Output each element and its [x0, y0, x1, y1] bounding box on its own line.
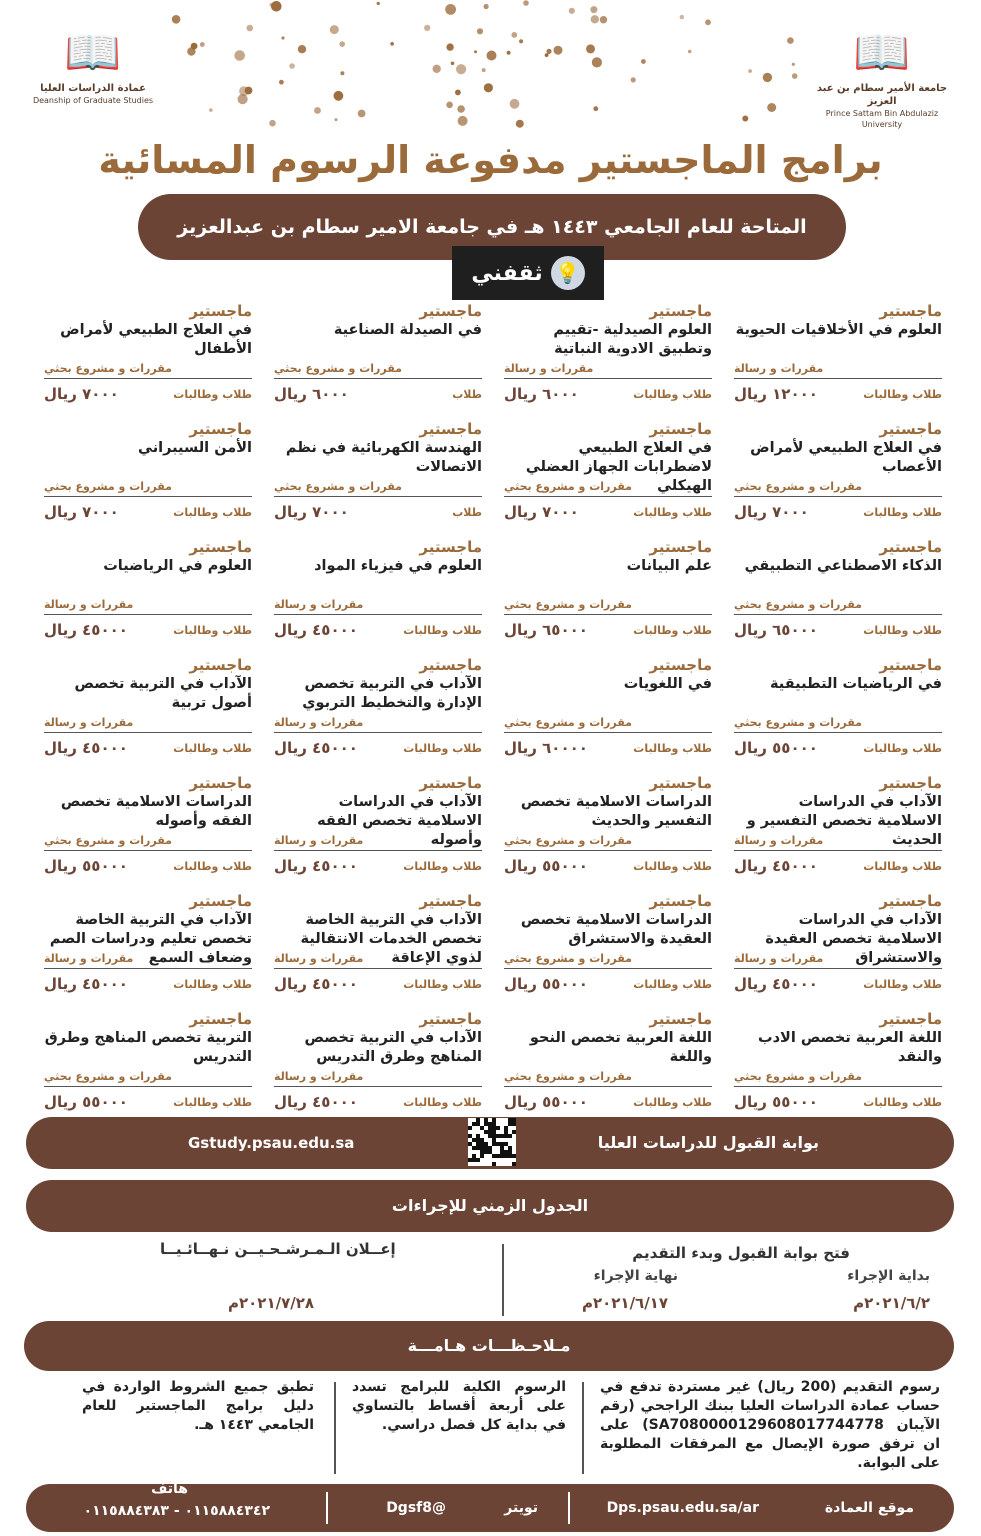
decorative-dot [340, 71, 344, 75]
program-type: مقررات و مشروع بحثي [504, 951, 712, 969]
program-name: الهندسة الكهربائية في نظم الاتصالات [285, 440, 482, 475]
decorative-dot [792, 73, 798, 79]
program-gender: طلاب وطالبات [863, 387, 942, 401]
footer-divider [568, 1492, 570, 1524]
program-name: الآداب في التربية تخصص المناهج وطرق التدريس [304, 1030, 482, 1065]
program-gender: طلاب وطالبات [173, 623, 252, 637]
program-card [730, 1010, 942, 1128]
twitter-handle[interactable]: @Dgsf8 [386, 1500, 446, 1516]
program-degree: ماجستير [879, 656, 942, 674]
university-logo: 📖 جامعة الأمير سطام بن عبد العزيز Prince Sattam Bin Abdulaziz University [807, 22, 957, 118]
decorative-dot [298, 45, 306, 53]
subtitle-banner: المتاحة للعام الجامعي ١٤٤٣ هـ في جامعة الامير سطام بن عبدالعزيز [138, 194, 846, 260]
program-price: ٥٥٠٠٠ ريال [734, 1093, 818, 1111]
program-card [730, 420, 942, 538]
qr-code-icon[interactable] [468, 1118, 516, 1166]
decorative-dot [377, 2, 380, 5]
program-card [40, 1010, 252, 1128]
program-degree: ماجستير [879, 302, 942, 320]
decorative-dot [446, 43, 453, 50]
program-price: ٥٥٠٠٠ ريال [44, 1093, 128, 1111]
program-name: العلوم في الرياضيات [103, 558, 252, 574]
decorative-dots [160, 0, 820, 130]
program-degree: ماجستير [189, 420, 252, 438]
program-name: الدراسات الاسلامية تخصص التفسير والحديث [520, 794, 712, 829]
program-name: العلوم في فيزياء المواد [314, 558, 482, 574]
notes-divider [334, 1382, 336, 1474]
decorative-dot [247, 25, 254, 32]
program-name: الآداب في الدراسات الاسلامية تخصص التفسير و الحديث [746, 794, 942, 848]
program-gender: طلاب وطالبات [863, 977, 942, 991]
decorative-dot [358, 110, 366, 118]
program-price: ٤٥٠٠٠ ريال [734, 857, 818, 875]
program-price: ١٢٠٠٠ ريال [734, 385, 818, 403]
program-type: مقررات و رسالة [734, 833, 942, 851]
decorative-dot [456, 64, 466, 74]
program-name: الآداب في التربية الخاصة تخصص الخدمات الانتقالية لذوي الإعاقة [300, 912, 482, 966]
timeline-final: إعــلان الـمـرشـحـيــن نـهــائـيــا ٢٠٢١/٧/٢٨م [160, 1240, 396, 1312]
program-card [270, 302, 482, 420]
decorative-dot [279, 80, 284, 85]
program-gender: طلاب وطالبات [633, 623, 712, 637]
program-degree: ماجستير [419, 302, 482, 320]
program-type: مقررات و رسالة [44, 951, 252, 969]
graduate-studies-logo: 📖 عمادة الدراسات العليا Deanship of Graduate Studies [18, 22, 168, 118]
program-degree: ماجستير [189, 774, 252, 792]
website-link[interactable]: Dps.psau.edu.sa/ar [606, 1500, 759, 1516]
program-price: ٤٥٠٠٠ ريال [274, 739, 358, 757]
program-name: في العلاج الطبيعي لأمراض الأعصاب [750, 440, 942, 475]
decorative-dot [200, 42, 205, 47]
open-book-icon: 📖 [853, 25, 911, 79]
decorative-dot [600, 16, 607, 23]
program-type: مقررات و مشروع بحثي [44, 361, 252, 379]
decorative-dot [245, 87, 253, 95]
decorative-dot [458, 116, 468, 126]
program-card [500, 420, 712, 538]
program-degree: ماجستير [649, 892, 712, 910]
program-degree: ماجستير [419, 538, 482, 556]
decorative-dot [474, 50, 477, 53]
program-price: ٦٥٠٠٠ ريال [504, 621, 588, 639]
program-type: مقررات و مشروع بحثي [504, 597, 712, 615]
program-card [40, 656, 252, 774]
program-gender: طلاب وطالبات [863, 505, 942, 519]
program-type: مقررات و مشروع بحثي [274, 479, 482, 497]
decorative-dot [569, 8, 575, 14]
program-name: اللغة العربية تخصص النحو واللغة [529, 1030, 712, 1065]
program-card [500, 1010, 712, 1128]
decorative-dot [748, 69, 752, 73]
decorative-dot [334, 91, 344, 101]
program-gender: طلاب وطالبات [633, 387, 712, 401]
decorative-dot [763, 73, 772, 82]
footer-contacts [26, 1481, 954, 1532]
decorative-dot [593, 106, 598, 111]
program-type: مقررات و مشروع بحثي [44, 833, 252, 851]
program-type: مقررات و مشروع بحثي [504, 1069, 712, 1087]
program-price: ٤٥٠٠٠ ريال [44, 621, 128, 639]
program-type: مقررات و مشروع بحثي [274, 361, 482, 379]
program-degree: ماجستير [649, 302, 712, 320]
portal-label: بوابة القبول للدراسات العليا [597, 1133, 819, 1152]
note-installments: الرسوم الكلية للبرامج تسدد على أربعة أقساط بالتساوي في بداية كل فصل دراسي. [352, 1379, 566, 1433]
open-book-icon: 📖 [64, 25, 122, 79]
program-type: مقررات و مشروع بحثي [44, 1069, 252, 1087]
decorative-dot [516, 120, 524, 128]
website-label: موقع العمادة [824, 1500, 914, 1516]
decorative-dot [390, 42, 394, 46]
decorative-dot [457, 105, 465, 113]
program-type: مقررات و رسالة [274, 1069, 482, 1087]
program-type: مقررات و رسالة [504, 361, 712, 379]
program-degree: ماجستير [419, 892, 482, 910]
program-gender: طلاب وطالبات [403, 859, 482, 873]
program-type: مقررات و رسالة [274, 715, 482, 733]
program-card [500, 774, 712, 892]
program-name: الذكاء الاصطناعي التطبيقي [744, 558, 942, 574]
program-price: ٧٠٠٠ ريال [44, 385, 119, 403]
program-price: ٤٥٠٠٠ ريال [274, 621, 358, 639]
phone-label: هاتف [151, 1481, 188, 1497]
decorative-dot [586, 44, 595, 53]
program-gender: طلاب [452, 505, 482, 519]
program-degree: ماجستير [189, 538, 252, 556]
program-price: ٥٥٠٠٠ ريال [504, 1093, 588, 1111]
decorative-dot [545, 53, 549, 57]
note-fees: رسوم التقديم (200 ريال) غير مستردة تدفع في حساب عمادة الدراسات العليا ببنك الراجحي (رقم الآيبان SA7080000129608017744778) على ان ترفق صورة الإيصال مع المرفقات المطلوبة على البوابة. [600, 1379, 941, 1471]
decorative-dot [590, 6, 597, 13]
program-degree: ماجستير [649, 1010, 712, 1028]
program-gender: طلاب وطالبات [633, 977, 712, 991]
program-price: ٦٠٠٠٠ ريال [504, 739, 588, 757]
program-price: ٤٥٠٠٠ ريال [274, 1093, 358, 1111]
program-card [730, 892, 942, 1010]
program-card [730, 774, 942, 892]
program-gender: طلاب وطالبات [633, 1095, 712, 1109]
program-type: مقررات و مشروع بحثي [44, 479, 252, 497]
decorative-dot [742, 116, 748, 122]
program-name: اللغة العربية تخصص الادب والنقد [758, 1030, 942, 1065]
program-card [270, 774, 482, 892]
program-gender: طلاب وطالبات [403, 1095, 482, 1109]
program-gender: طلاب وطالبات [863, 859, 942, 873]
decorative-dot [592, 57, 602, 67]
footer-divider [326, 1492, 328, 1524]
program-gender: طلاب وطالبات [863, 623, 942, 637]
program-price: ٤٥٠٠٠ ريال [274, 857, 358, 875]
notes-title: مـلاحـظـــات هـامـــة [24, 1321, 954, 1371]
program-name: الآداب في الدراسات الاسلامية تخصص العقيدة والاستشراق [765, 912, 942, 966]
program-degree: ماجستير [879, 538, 942, 556]
decorative-dot [546, 49, 551, 54]
decorative-dot [484, 83, 493, 92]
decorative-dot [523, 0, 529, 6]
program-gender: طلاب وطالبات [403, 977, 482, 991]
decorative-dot [451, 62, 455, 66]
program-card [270, 892, 482, 1010]
program-name: الآداب في التربية تخصص أصول تربية [74, 676, 252, 711]
decorative-dot [445, 4, 456, 15]
decorative-dot [510, 99, 520, 109]
timeline-opening: فتح بوابة القبول وبدء التقديم بداية الإجراء نهاية الإجراء ٢٠٢١/٦/٢م ٢٠٢١/٦/١٧م [581, 1244, 930, 1312]
program-name: العلوم في الأخلاقيات الحيوية [735, 322, 942, 338]
decorative-dot [209, 108, 213, 112]
decorative-dot [591, 15, 599, 23]
program-price: ٥٥٠٠٠ ريال [504, 975, 588, 993]
program-price: ٥٥٠٠٠ ريال [734, 739, 818, 757]
timeline [40, 1238, 940, 1320]
decorative-dot [330, 25, 339, 34]
program-name: التربية تخصص المناهج وطرق التدريس [44, 1030, 252, 1065]
program-name: في الصيدلة الصناعية [333, 322, 482, 338]
program-name: في اللغويات [623, 676, 712, 692]
decorative-dot [271, 1, 282, 12]
program-degree: ماجستير [189, 892, 252, 910]
program-name: في العلاج الطبيعي لأمراض الأطفال [60, 322, 252, 357]
program-card [40, 302, 252, 420]
program-name: الآداب في الدراسات الاسلامية تخصص الفقه وأصوله [317, 794, 482, 848]
program-degree: ماجستير [649, 774, 712, 792]
program-price: ٤٥٠٠٠ ريال [274, 975, 358, 993]
program-price: ٤٥٠٠٠ ريال [734, 975, 818, 993]
timeline-divider [502, 1244, 504, 1316]
program-gender: طلاب وطالبات [633, 741, 712, 755]
program-card [270, 656, 482, 774]
decorative-dot [314, 107, 321, 114]
decorative-dot [281, 36, 284, 39]
decorative-dot [269, 120, 276, 127]
program-card [500, 538, 712, 656]
decorative-dot [705, 19, 711, 25]
notes-section [70, 1378, 940, 1478]
decorative-dot [507, 51, 511, 55]
program-name: الأمن السيبراني [138, 440, 252, 456]
decorative-dot [511, 32, 517, 38]
program-price: ٦٠٠٠ ريال [274, 385, 349, 403]
program-gender: طلاب وطالبات [863, 1095, 942, 1109]
program-name: الدراسات الاسلامية تخصص العقيدة والاستشراق [520, 912, 712, 947]
program-degree: ماجستير [189, 1010, 252, 1028]
program-name: العلوم الصيدلية -تقييم وتطبيق الادوية النباتية [553, 322, 712, 357]
program-price: ٥٥٠٠٠ ريال [44, 857, 128, 875]
program-degree: ماجستير [879, 420, 942, 438]
program-type: مقررات و رسالة [44, 715, 252, 733]
program-degree: ماجستير [419, 774, 482, 792]
program-name: الآداب في التربية الخاصة تخصص تعليم ودراسات الصم وضعاف السمع [49, 912, 252, 966]
program-card [500, 302, 712, 420]
decorative-dot [792, 63, 795, 66]
program-type: مقررات و رسالة [44, 597, 252, 615]
program-card [40, 774, 252, 892]
program-gender: طلاب وطالبات [173, 741, 252, 755]
program-card [270, 1010, 482, 1128]
program-card [40, 420, 252, 538]
program-type: مقررات و مشروع بحثي [504, 715, 712, 733]
decorative-dot [482, 68, 486, 72]
program-card [40, 892, 252, 1010]
program-gender: طلاب وطالبات [403, 623, 482, 637]
program-price: ٤٥٠٠٠ ريال [44, 975, 128, 993]
decorative-dot [680, 15, 684, 19]
program-gender: طلاب وطالبات [403, 741, 482, 755]
page-title: برامج الماجستير مدفوعة الرسوم المسائية [98, 138, 883, 182]
program-degree: ماجستير [189, 656, 252, 674]
decorative-dot [433, 65, 441, 73]
programs-grid [40, 302, 942, 1128]
program-type: مقررات و مشروع بحثي [734, 597, 942, 615]
program-price: ٦٠٠٠ ريال [504, 385, 579, 403]
program-type: مقررات و مشروع بحثي [734, 715, 942, 733]
program-gender: طلاب وطالبات [863, 741, 942, 755]
program-name: علم البيانات [626, 558, 712, 574]
program-gender: طلاب وطالبات [633, 859, 712, 873]
program-gender: طلاب وطالبات [633, 505, 712, 519]
decorative-dot [641, 59, 646, 64]
program-gender: طلاب [452, 387, 482, 401]
twitter-label: تويتر [504, 1500, 538, 1516]
decorative-dot [554, 46, 563, 55]
program-degree: ماجستير [879, 774, 942, 792]
program-price: ٥٥٠٠٠ ريال [504, 857, 588, 875]
program-card [500, 892, 712, 1010]
decorative-dot [289, 63, 295, 69]
phone-numbers: ٠١١٥٨٨٤٣٤٢ - ٠١١٥٨٨٤٣٨٣ [83, 1503, 270, 1519]
program-type: مقررات و رسالة [274, 597, 482, 615]
program-card [500, 656, 712, 774]
program-degree: ماجستير [419, 420, 482, 438]
program-degree: ماجستير [649, 656, 712, 674]
program-name: في العلاج الطبيعي لاضطرابات الجهاز العضلي الهيكلي [525, 440, 712, 494]
decorative-dot [191, 43, 198, 50]
program-type: مقررات و رسالة [734, 951, 942, 969]
program-card [270, 538, 482, 656]
program-type: مقررات و مشروع بحثي [504, 479, 712, 497]
note-conditions: تطبق جميع الشروط الواردة في دليل برامج الماجستير للعام الجامعي ١٤٤٣ هـ. [82, 1379, 314, 1433]
timeline-title: الجدول الزمني للإجراءات [26, 1180, 954, 1232]
decorative-dot [172, 15, 181, 24]
portal-link[interactable]: Gstudy.psau.edu.sa [188, 1134, 355, 1152]
decorative-dot [631, 77, 636, 82]
program-degree: ماجستير [419, 1010, 482, 1028]
decorative-dot [339, 41, 345, 47]
decorative-dot [335, 118, 338, 121]
decorative-dot [787, 37, 794, 44]
lightbulb-icon: 💡 [551, 256, 585, 290]
program-card [40, 538, 252, 656]
watermark-badge: 💡 ثقفني [452, 246, 604, 300]
program-degree: ماجستير [189, 302, 252, 320]
program-gender: طلاب وطالبات [173, 387, 252, 401]
decorative-dot [519, 39, 523, 43]
program-type: مقررات و مشروع بحثي [734, 1069, 942, 1087]
program-price: ٤٥٠٠٠ ريال [44, 739, 128, 757]
program-gender: طلاب وطالبات [173, 859, 252, 873]
decorative-dot [688, 50, 692, 54]
program-name: الآداب في التربية تخصص الإدارة والتخطيط التربوي [302, 676, 482, 711]
program-degree: ماجستير [649, 420, 712, 438]
program-price: ٧٠٠٠ ريال [44, 503, 119, 521]
program-name: في الرياضيات التطبيقية [770, 676, 942, 692]
program-card [730, 656, 942, 774]
program-price: ٧٠٠٠ ريال [734, 503, 809, 521]
program-name: الدراسات الاسلامية تخصص الفقه وأصوله [60, 794, 252, 829]
decorative-dot [477, 28, 483, 34]
program-type: مقررات و رسالة [274, 951, 482, 969]
decorative-dot [446, 102, 453, 109]
program-degree: ماجستير [879, 1010, 942, 1028]
program-price: ٧٠٠٠ ريال [504, 503, 579, 521]
program-card [730, 302, 942, 420]
program-card [730, 538, 942, 656]
program-type: مقررات و مشروع بحثي [734, 479, 942, 497]
program-gender: طلاب وطالبات [173, 977, 252, 991]
notes-divider [582, 1382, 584, 1474]
decorative-dot [487, 51, 497, 61]
program-card [270, 420, 482, 538]
program-type: مقررات و رسالة [274, 833, 482, 851]
decorative-dot [767, 103, 776, 112]
decorative-dot [455, 90, 461, 96]
program-gender: طلاب وطالبات [173, 505, 252, 519]
program-degree: ماجستير [419, 656, 482, 674]
program-type: مقررات و مشروع بحثي [504, 833, 712, 851]
program-degree: ماجستير [879, 892, 942, 910]
program-type: مقررات و رسالة [734, 361, 942, 379]
decorative-dot [484, 4, 489, 9]
program-degree: ماجستير [649, 538, 712, 556]
decorative-dot [424, 25, 430, 31]
program-price: ٧٠٠٠ ريال [274, 503, 349, 521]
decorative-dot [270, 3, 274, 7]
program-gender: طلاب وطالبات [173, 1095, 252, 1109]
decorative-dot [234, 50, 245, 61]
program-price: ٦٥٠٠٠ ريال [734, 621, 818, 639]
